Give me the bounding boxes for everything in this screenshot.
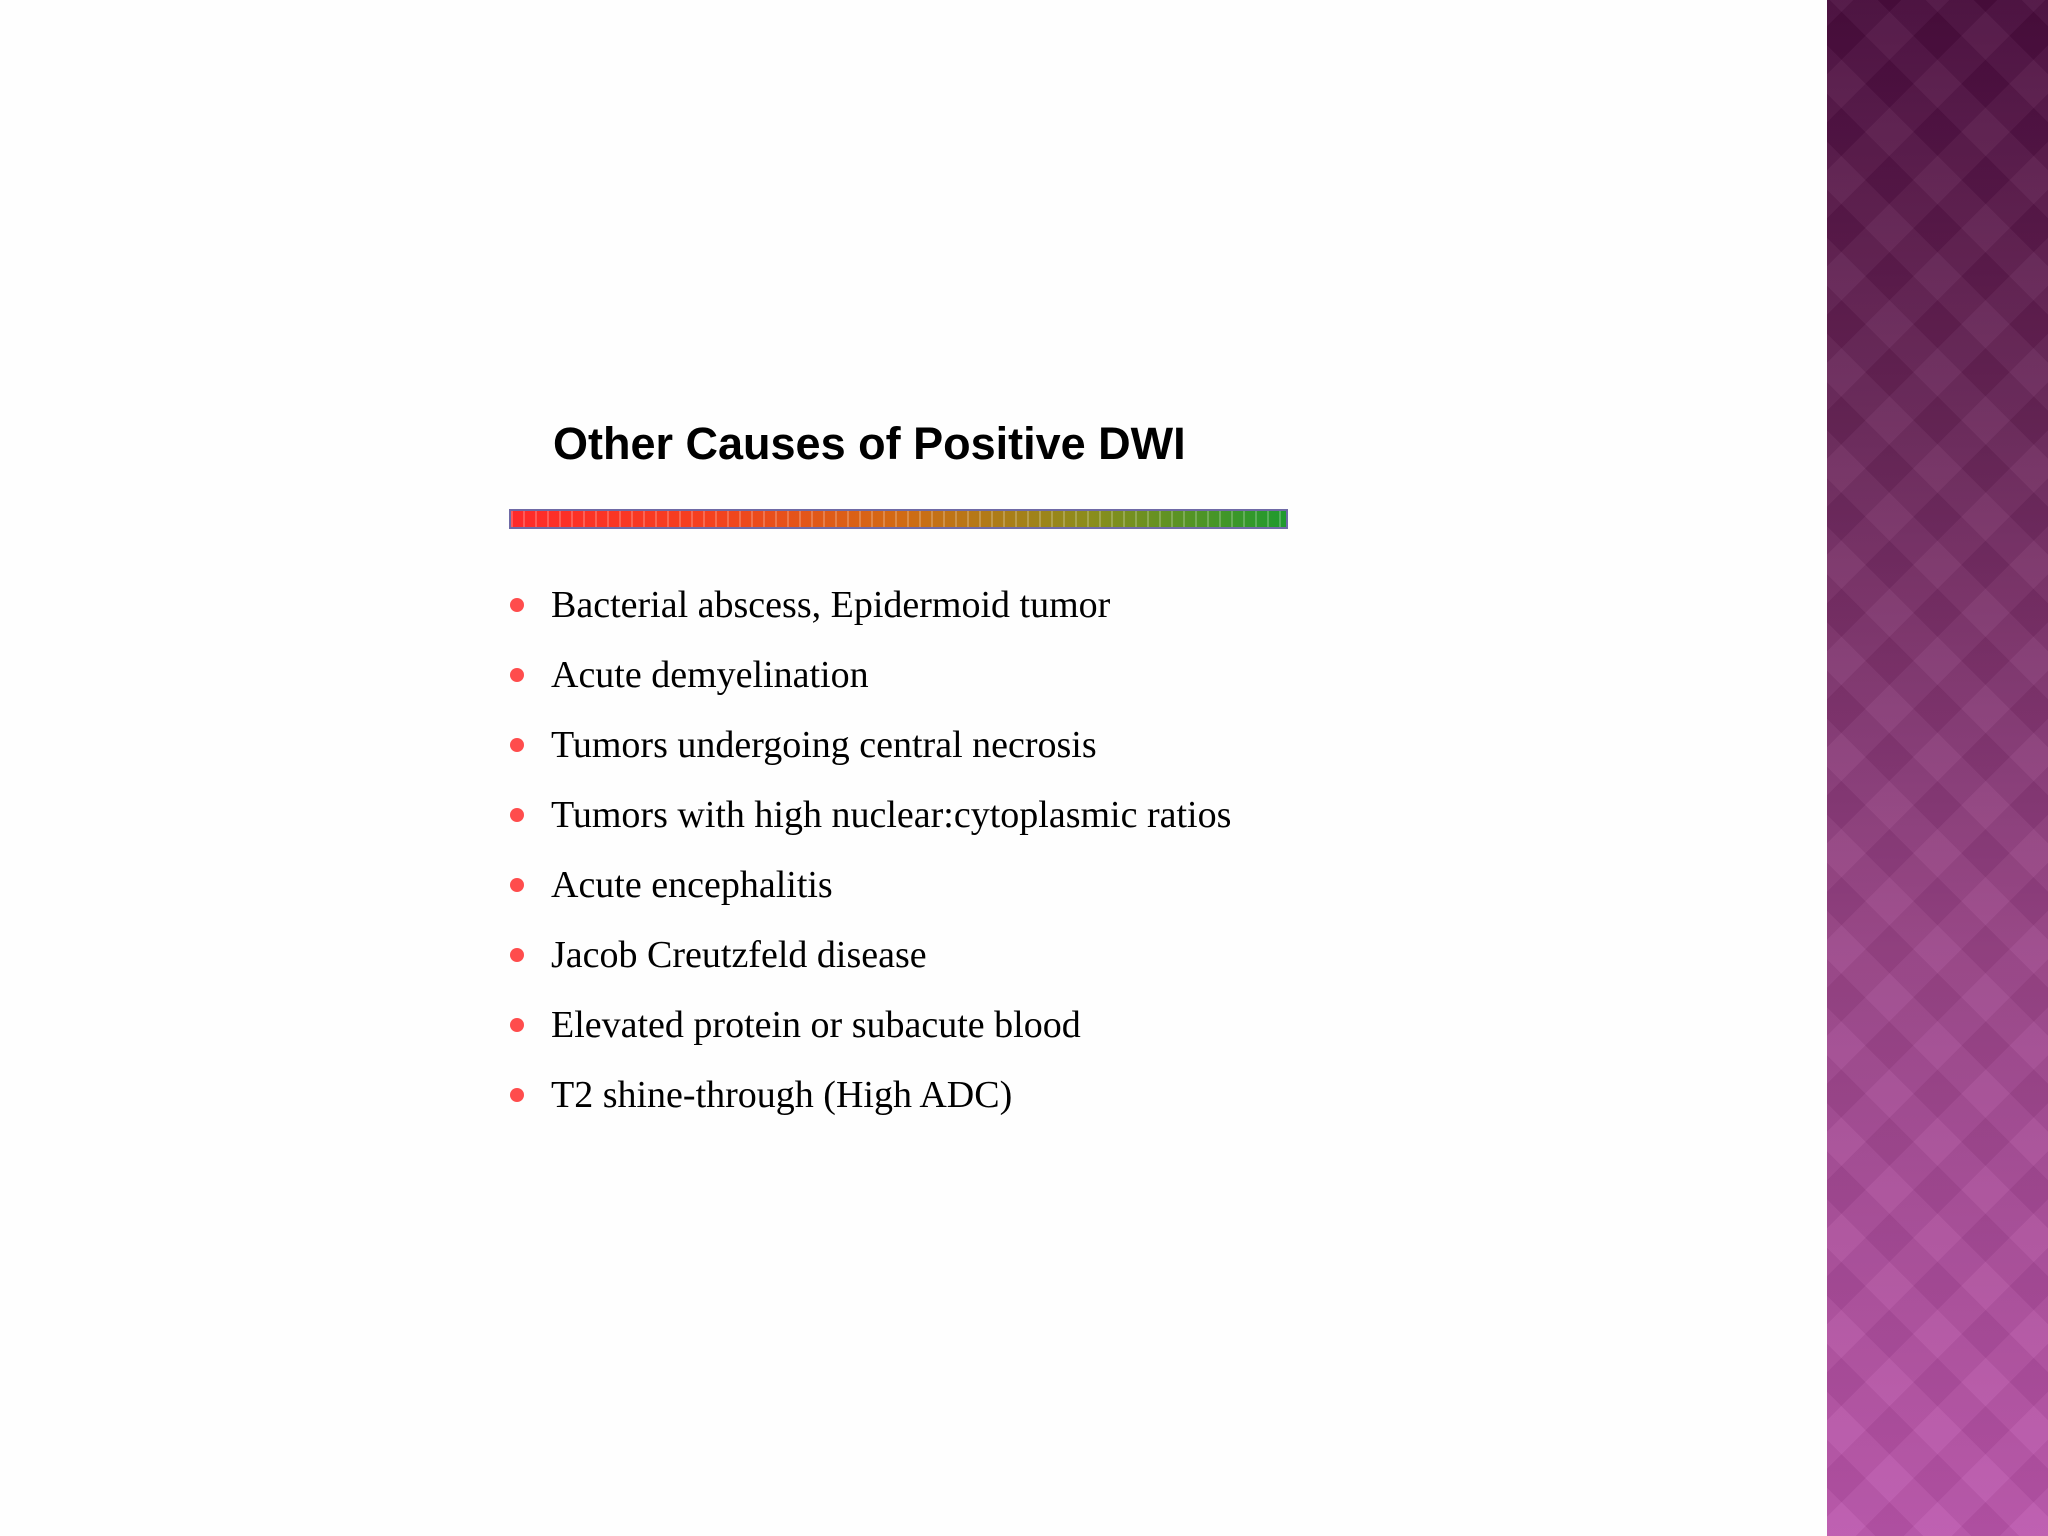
bullet-item [510, 920, 1231, 990]
slide-title: Other Causes of Positive DWI [553, 418, 1186, 469]
bullet-text: Tumors undergoing central necrosis [551, 724, 1097, 766]
bullet-dot-icon [510, 1088, 524, 1102]
bullet-item [510, 850, 1231, 920]
bullet-dot-icon [510, 668, 524, 682]
bullet-text: T2 shine-through (High ADC) [551, 1074, 1013, 1116]
bullet-item [510, 990, 1231, 1060]
bullet-text: Jacob Creutzfeld disease [551, 934, 927, 976]
title-divider-gradient-bar [509, 509, 1288, 529]
bullet-dot-icon [510, 948, 524, 962]
bullet-text: Bacterial abscess, Epidermoid tumor [551, 584, 1111, 626]
bullet-dot-icon [510, 808, 524, 822]
bullet-text: Tumors with high nuclear:cytoplasmic ratios [551, 794, 1232, 836]
bullet-dot-icon [510, 878, 524, 892]
bullet-text: Elevated protein or subacute blood [551, 1004, 1081, 1046]
bullet-item [510, 570, 1231, 640]
bullet-item [510, 640, 1231, 710]
bullet-text: Acute demyelination [551, 654, 869, 696]
bullet-item [510, 1060, 1231, 1130]
bullet-dot-icon [510, 598, 524, 612]
bullet-item [510, 710, 1231, 780]
bullet-list [510, 570, 1231, 1130]
bullet-dot-icon [510, 738, 524, 752]
decorative-side-band [1827, 0, 2048, 1536]
bullet-text: Acute encephalitis [551, 864, 833, 906]
bullet-dot-icon [510, 1018, 524, 1032]
bullet-item [510, 780, 1231, 850]
